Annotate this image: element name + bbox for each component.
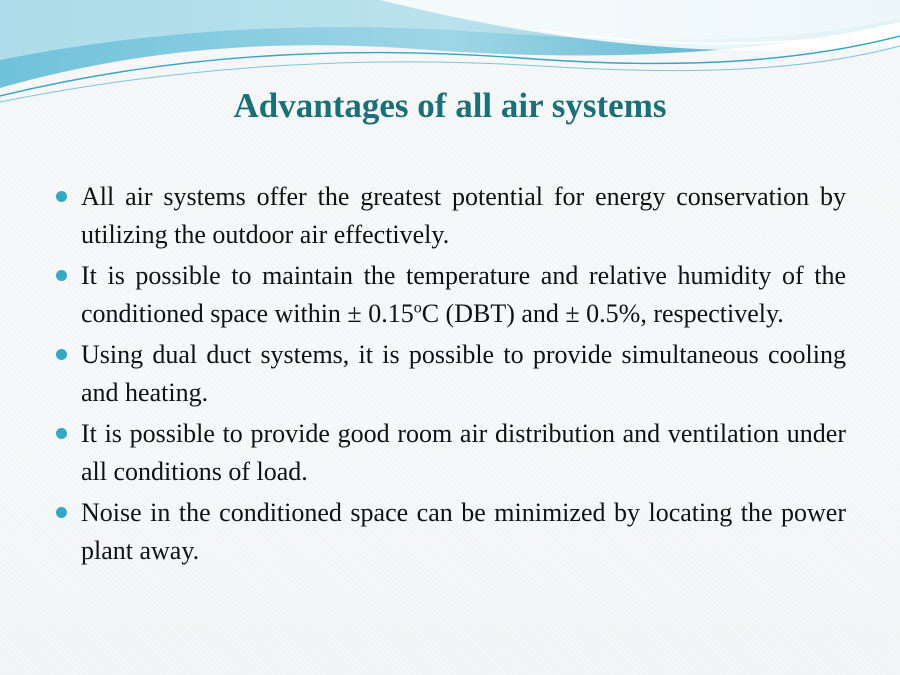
bullet-text: Noise in the conditioned space can be minimized by locating the power plant away.: [81, 498, 846, 565]
bullet-dot-icon: [56, 428, 67, 439]
bullet-text: It is possible to provide good room air distribution and ventilation under all conditions of load.: [81, 419, 846, 486]
bullet-text: All air systems offer the greatest potential for energy conservation by utilizing the outdoor air effectively.: [81, 182, 846, 249]
bullet-item-air-distribution: [56, 415, 846, 490]
bullet-item-energy-conservation: [56, 178, 846, 253]
bullet-item-noise: [56, 494, 846, 569]
bullet-dot-icon: [56, 270, 67, 281]
slide-title: Advantages of all air systems: [233, 86, 667, 125]
bullet-item-temperature-humidity: [56, 257, 846, 332]
bullet-text: Using dual duct systems, it is possible to provide simultaneous cooling and heating.: [81, 340, 846, 407]
bullet-dot-icon: [56, 191, 67, 202]
bullet-text-part-before: It is possible to maintain the temperature and relative humidity of the conditioned space within ± 0.15: [81, 261, 846, 328]
bullet-list: [56, 178, 846, 573]
bullet-dot-icon: [56, 507, 67, 518]
bullet-dot-icon: [56, 349, 67, 360]
bullet-item-dual-duct: [56, 336, 846, 411]
degree-superscript: o: [413, 298, 422, 316]
bullet-text-part-after: C (DBT) and ± 0.5%, respectively.: [421, 298, 784, 328]
